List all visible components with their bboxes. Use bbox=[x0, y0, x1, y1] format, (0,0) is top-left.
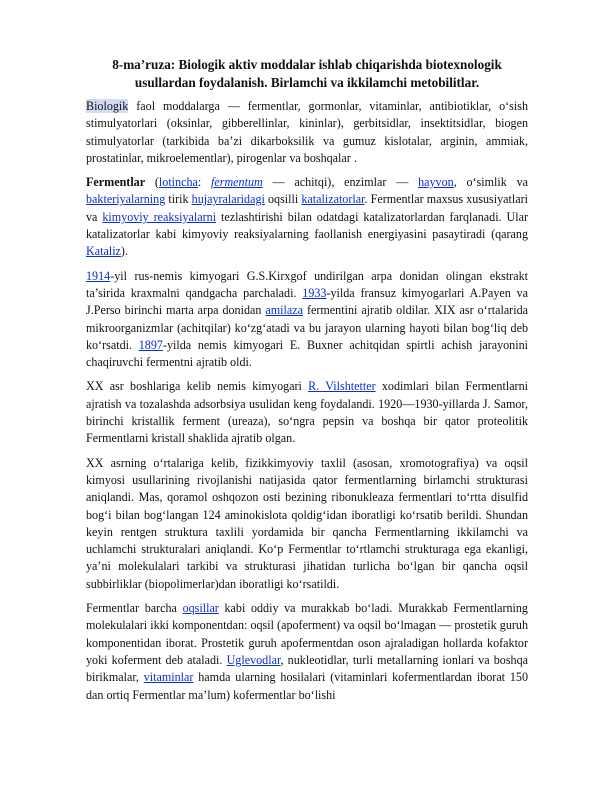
link-amilaza[interactable]: amilaza bbox=[265, 303, 303, 318]
paragraph-text: Fermentlar barcha bbox=[86, 601, 183, 616]
paragraph-text: . Fermentlar maxsus xususiyatlari va bbox=[86, 192, 528, 224]
highlighted-word: Biologik bbox=[86, 99, 129, 113]
link-1914[interactable]: 1914 bbox=[86, 268, 111, 283]
paragraph-20th-century bbox=[86, 378, 528, 447]
paragraph-text: tezlashtirishi bilan odatdagi katalizatorlardan farqlanadi. Ular katalizatorlar kabi kimyoviy reaksiyalarning faollanish energiyasini pasaytiradi (qarang bbox=[86, 209, 528, 242]
paragraph-text: — achitqi), enzimlar — bbox=[262, 175, 419, 190]
paragraph-text: xodimlari bilan Fermentlarni ajratish va tozalashda adsorbsiya usulidan keng foydalandi. 1920—1930-yillarda J. Samor, birinchi kristallik ferment (ureaza), so‘ngra pepsin va boshqa bir qator proteolitik Fermentlarni kristall shaklida ajratib olgan. bbox=[86, 379, 528, 446]
link-vitaminlar[interactable]: vitaminlar bbox=[143, 670, 194, 685]
paragraph-text: -yilda fransuz kimyogarlari A.Payen va J.Perso birinchi marta arpa donidan bbox=[86, 285, 528, 318]
paragraph-enzymes bbox=[86, 174, 528, 260]
paragraph-text: kabi oddiy va murakkab bo‘ladi. Murakkab Fermentlarning molekulalari ikki komponentdan: oqsil (apoferment) va oqsil bo‘lmagan — prostetik guruh komponentidan iborat. Prostetik guruh apofermentdan oson ajraladigan hollarda kofaktor yoki koferment deb ataladi. bbox=[86, 601, 528, 667]
link-1897[interactable]: 1897 bbox=[138, 337, 163, 352]
paragraph-text: oqsilli bbox=[264, 192, 302, 207]
link-oqsillar[interactable]: oqsillar bbox=[182, 601, 219, 616]
document-page bbox=[86, 56, 528, 711]
paragraph-text: tirik bbox=[165, 192, 192, 207]
paragraph-biologically-active bbox=[86, 98, 528, 167]
paragraph-composition bbox=[86, 600, 528, 704]
paragraph-text: XX asr boshlariga kelib nemis kimyogari bbox=[86, 379, 309, 394]
link-katalizatorlar[interactable]: katalizatorlar bbox=[301, 192, 365, 207]
link-uglevodlar[interactable]: Uglevodlar bbox=[226, 652, 281, 667]
link-fermentum[interactable]: fermentum bbox=[211, 175, 263, 190]
paragraph-text: ). bbox=[120, 244, 128, 259]
paragraph-text: faol moddalarga — fermentlar, gormonlar, vitaminlar, antibiotiklar, o‘sish stimulyatorlari (oksinlar, gibberellinlar, kininlar), gerbitsidlar, insektitsidlar, biogen stimulyatorlar (tarkibida ba’zi dikarboksilik va gumuz kislotalar, arginin, ammiak, prostatinlar, mikroelementlar), pirogenlar va boshqalar . bbox=[86, 99, 528, 165]
lecture-title: 8-ma’ruza: Biologik aktiv moddalar ishlab chiqarishda biotexnologik usullardan foydalanish. Birlamchi va ikkilamchi metobilitlar. bbox=[112, 57, 502, 90]
link-kataliz[interactable]: Kataliz bbox=[86, 244, 121, 259]
paragraph-text: , nukleotidlar, turli metallarning ionlari va boshqa birikmalar, bbox=[86, 652, 528, 685]
link-kimyoviy-reaksiyalarni[interactable]: kimyoviy reaksiyalarni bbox=[102, 209, 217, 224]
paragraph-history bbox=[86, 268, 528, 372]
link-1933[interactable]: 1933 bbox=[302, 285, 327, 300]
paragraph-text: fermentini ajratib oldilar. XIX asr o‘rtalarida mikroorganizmlar (achitqilar) ko‘zg‘atadi va bu jarayon ularning hayoti bilan bog‘liq deb ko‘rsatdi. bbox=[86, 303, 528, 352]
paragraph-text: -yil rus-nemis kimyogari G.S.Kirxgof undirilgan arpa donidan olingan ekstrakt ta’sirida kraxmalni qandgacha parchaladi. bbox=[86, 268, 528, 300]
link-lotincha[interactable]: lotincha bbox=[158, 175, 198, 190]
paragraph-text: : bbox=[197, 175, 212, 190]
link-hayvon[interactable]: hayvon bbox=[418, 175, 454, 190]
link-hujayralaridagi[interactable]: hujayralaridagi bbox=[191, 192, 265, 207]
paragraph-text: , o‘simlik va bbox=[453, 175, 528, 190]
paragraph-text: ( bbox=[145, 175, 159, 190]
paragraph-text: hamda ularning hosilalari (vitaminlari kofermentlardan iborat 150 dan ortiq Fermentlar ma’lum) kofermentlar bo‘lishi bbox=[86, 670, 528, 702]
bold-term-fermentlar: Fermentlar bbox=[86, 175, 146, 190]
link-bakteriyalarning[interactable]: bakteriyalarning bbox=[86, 192, 166, 207]
paragraph-text: -yilda nemis kimyogari E. Buxner achitqidan spirtli achish jarayonini chaqiruvchi fermentni ajratib oldi. bbox=[86, 337, 528, 370]
paragraph-structure: XX asrning o‘rtalariga kelib, fizikkimyoviy taxlil (asosan, xromotografiya) va oqsil kimyosi usullarining rivojlanishi natijasida qator fermentlarning birlamchi strukturasi aniqlandi. Mas, qoramol oshqozon osti bezining ribonukleaza fermentlari to‘rtta disulfid bog‘i bilan bog‘langan 124 aminokislota qoldig‘idan iboratligi ko‘rsatib berildi. Shundan keyin rentgen struktura taxlili yordamida bir qancha Fermentlarning ikkilamchi va uchlamchi strukturalari aniqlandi. Ko‘p Fermentlar to‘rtlamchi strukturaga ega ekanligi, ya’ni molekulalari tarkibi va strukturasi jihatidan turlicha bo‘lgan bir qancha oqsil subbirliklar (biopolimerlar)dan iboratligi ko‘rsatildi. bbox=[86, 455, 528, 591]
link-r-vilshtetter[interactable]: R. Vilshtetter bbox=[308, 379, 376, 394]
